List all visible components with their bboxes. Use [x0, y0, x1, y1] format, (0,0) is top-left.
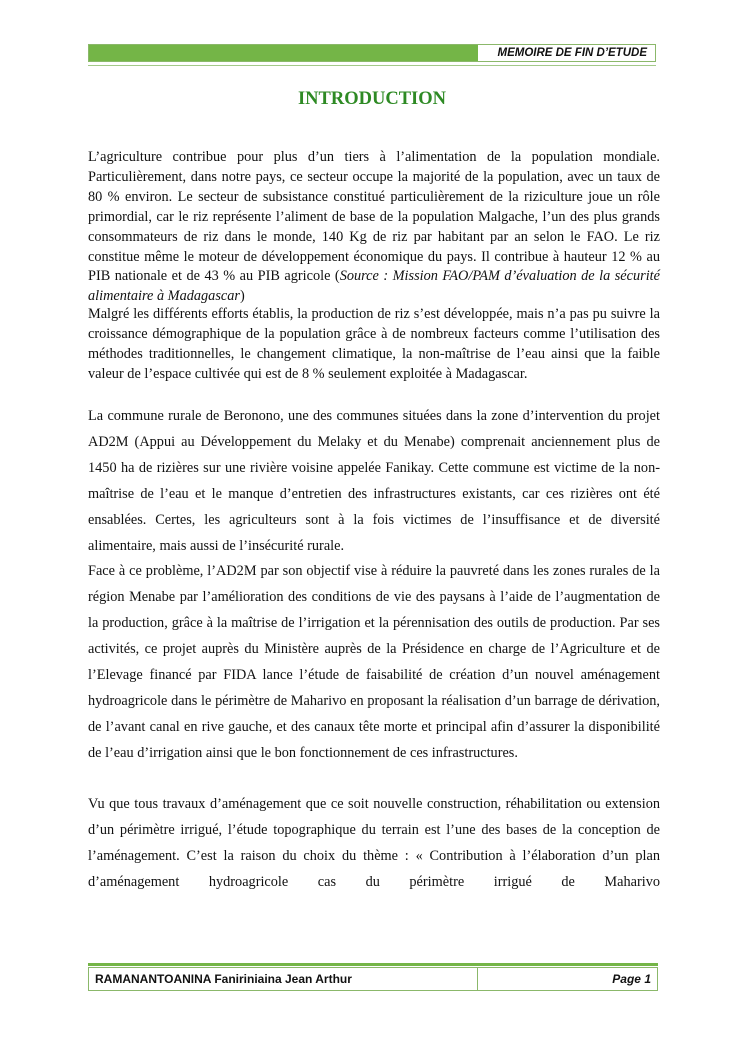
header-green-band	[89, 45, 478, 61]
paragraph-1	[88, 148, 660, 307]
header-rule	[88, 65, 656, 66]
page-footer	[88, 967, 658, 991]
paragraph-4: Face à ce problème, l’AD2M par son objectif vise à réduire la pauvreté dans les zones rurales de la région Menabe par l’amélioration des conditions de vie des paysans à l’aide de l’augmentation de la production, grâce à la maîtrise de l’irrigation et la pérennisation des outils de production. Par ses activités, ce projet auprès du Ministère auprès de la Présidence en charge de l’Agriculture et de l’Elevage financé par FIDA lance l’étude de faisabilité de création d’un nouvel aménagement hydroagricole dans le périmètre de Maharivo en proposant la réalisation d’un barrage de dérivation, de l’avant canal en rive gauche, et des canaux tête morte et principal afin d’assurer la disponibilité de l’eau d’irrigation ainsi que le bon fonctionnement de ces infrastructures.	[88, 563, 660, 761]
footer-page-number: Page 1	[612, 972, 651, 986]
page-header	[88, 44, 656, 62]
paragraph-1-source: Source : Mission FAO/PAM d’évaluation de la sécurité alimentaire à Madagascar	[88, 268, 660, 305]
paragraph-1-text: L’agriculture contribue pour plus d’un tiers à l’alimentation de la population mondiale. Particulièrement, dans notre pays, ce secteur occupe la majorité de la population, avec un taux de 80 % environ. Le secteur de subsistance constitué particulièrement de la riziculture joue un rôle primordial, car le riz représente l’aliment de base de la population Malgache, l’un des plus grands consommateurs de riz dans le monde, 140 Kg de riz par habitant par an selon le FAO. Le riz constitue même le moteur de développement économique du pays. Il contribue à hauteur 12 % au PIB nationale et de 43 % au PIB agricole (	[88, 149, 660, 285]
page-title: INTRODUCTION	[297, 89, 447, 109]
footer-divider	[477, 968, 478, 990]
footer-author: RAMANANTOANINA Faniriniaina Jean Arthur	[95, 972, 352, 986]
paragraph-2: Malgré les différents efforts établis, la production de riz s’est développée, mais n’a pas pu suivre la croissance démographique de la population grâce à de nombreux facteurs comme l’utilisation des méthodes traditionnelles, le changement climatique, la non-maîtrise de l’eau ainsi que la faible valeur de l’espace cultivée qui est de 8 % seulement exploitée à Madagascar.	[88, 306, 660, 382]
header-title: MEMOIRE DE FIN D’ETUDE	[497, 47, 647, 59]
paragraph-1-close: )	[239, 288, 245, 305]
paragraph-5: Vu que tous travaux d’aménagement que ce soit nouvelle construction, réhabilitation ou extension d’un périmètre irrigué, l’étude topographique du terrain est l’une des bases de la conception de l’aménagement. C’est la raison du choix du thème : « Contribution à l’élaboration d’un plan d’aménagement hydroagricole cas du périmètre irrigué de Maharivo	[88, 796, 660, 890]
paragraph-3: La commune rurale de Beronono, une des communes situées dans la zone d’intervention du projet AD2M (Appui au Développement du Melaky et du Menabe) comprenait anciennement plus de 1450 ha de rizières sur une rivière voisine appelée Fanikay. Cette commune est victime de la non-maîtrise de l’eau et le manque d’entretien des infrastructures existants, car ces rizières ont été ensablées. Certes, les agriculteurs sont à la fois victimes de l’insuffisance et de diversité alimentaire, mais aussi de l’insécurité rurale.	[88, 408, 660, 554]
footer-rule	[88, 963, 658, 966]
